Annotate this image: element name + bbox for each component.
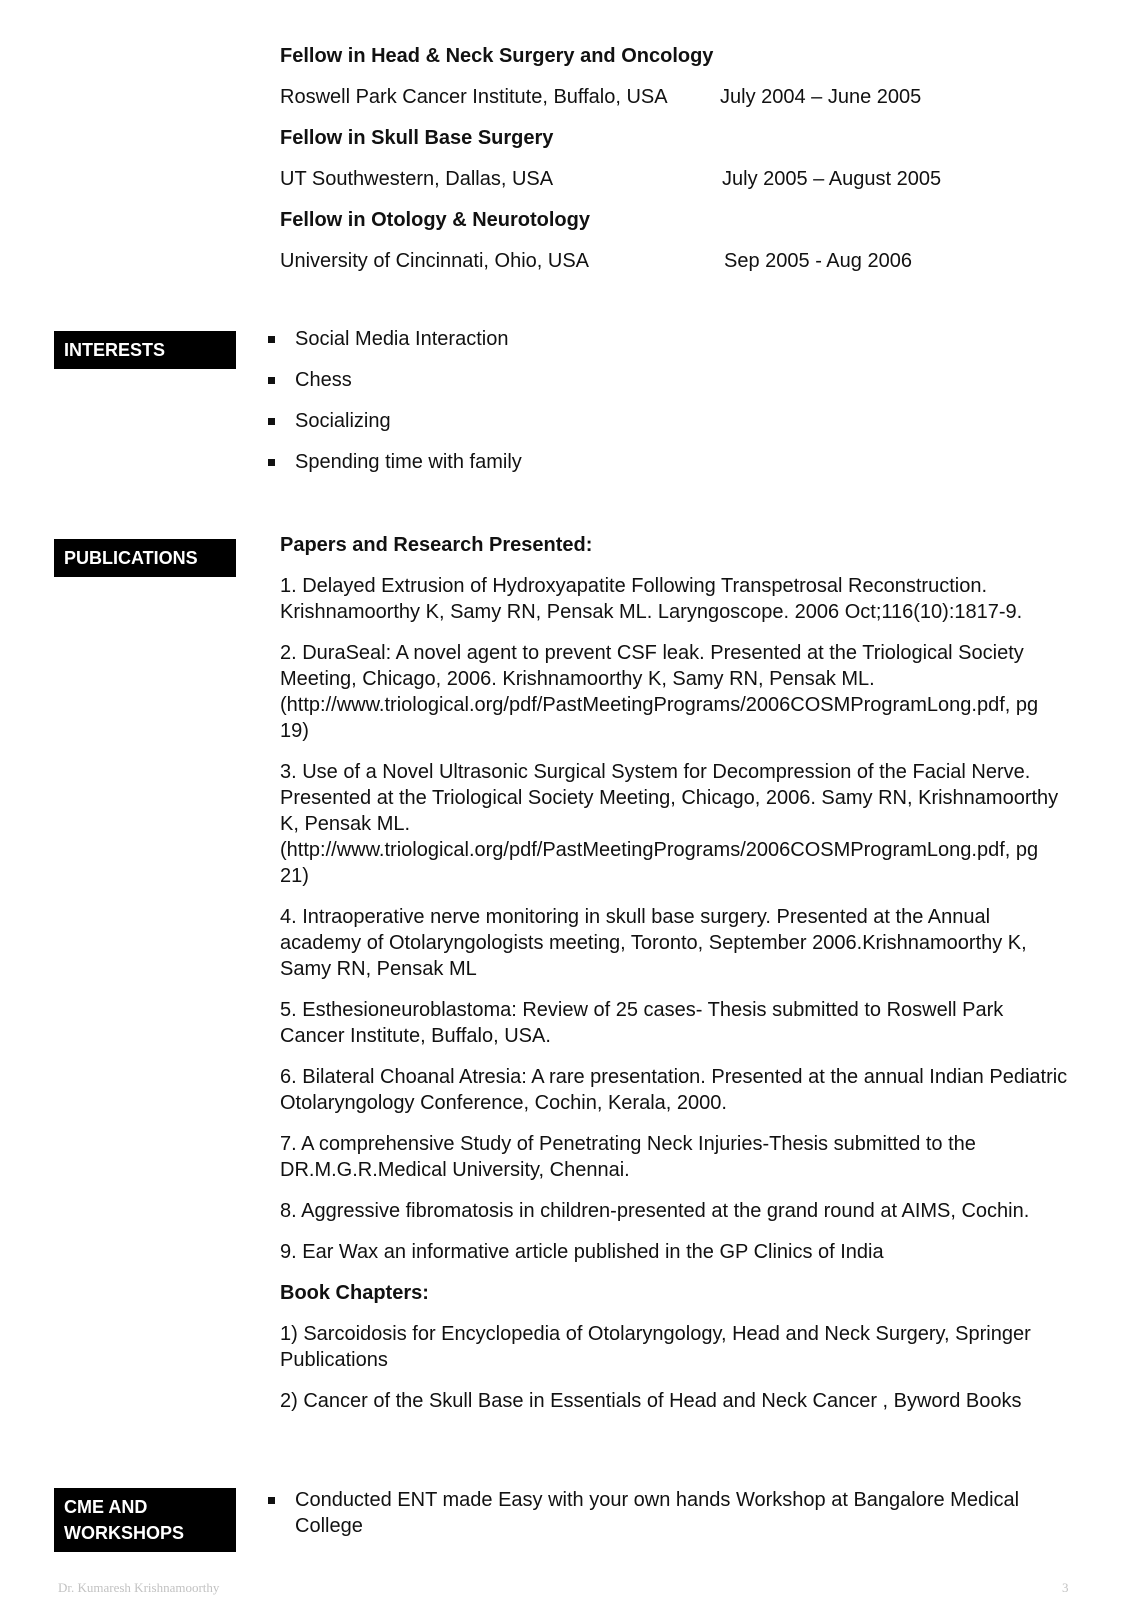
fellowship-row — [280, 166, 1070, 207]
bullet-square-icon — [268, 1497, 275, 1504]
bullet-square-icon — [268, 418, 275, 425]
fellowship-row — [280, 84, 1070, 125]
publications-section — [280, 532, 1070, 1429]
interests-section — [280, 326, 1070, 490]
footer-page-number: 3 — [1062, 1580, 1069, 1595]
fellowship-title: Fellow in Head & Neck Surgery and Oncology — [280, 45, 714, 67]
publication-entry: 9. Ear Wax an informative article published in the GP Clinics of India — [280, 1241, 884, 1263]
list-item — [280, 367, 1070, 393]
list-item-text: Socializing — [295, 410, 391, 432]
bullet-square-icon — [268, 377, 275, 384]
publication-entry: 2. DuraSeal: A novel agent to prevent CSF leak. Presented at the Triological Society Meeting, Chicago, 2006. Krishnamoorthy K, Samy RN, Pensak ML. (http://www.triological.org/pdf/PastMeetingPrograms/2006COSMProgramLong.pdf, pg 19) — [280, 642, 1039, 742]
cme-label-line: CME AND — [64, 1497, 148, 1517]
fellowship-row — [280, 248, 1070, 289]
interests-section-label: INTERESTS — [54, 331, 236, 369]
fellowship-institution: Roswell Park Cancer Institute, Buffalo, USA — [280, 86, 668, 108]
chapter-entry: 2) Cancer of the Skull Base in Essentials of Head and Neck Cancer , Byword Books — [280, 1390, 1022, 1412]
cme-section-label — [54, 1488, 236, 1552]
list-item-text: Conducted ENT made Easy with your own hands Workshop at Bangalore Medical College — [295, 1489, 1020, 1537]
chapter-entry: 1) Sarcoidosis for Encyclopedia of Otolaryngology, Head and Neck Surgery, Springer Publications — [280, 1323, 1031, 1371]
list-item — [280, 449, 1070, 475]
cme-list — [280, 1487, 1070, 1539]
bullet-square-icon — [268, 459, 275, 466]
fellowships-section — [280, 43, 1070, 289]
list-item — [280, 326, 1070, 352]
papers-heading: Papers and Research Presented: — [280, 534, 593, 556]
fellowship-title: Fellow in Otology & Neurotology — [280, 209, 590, 231]
fellowship-dates: July 2004 – June 2005 — [720, 86, 922, 108]
cme-section — [280, 1487, 1070, 1554]
list-item-text: Social Media Interaction — [295, 328, 509, 350]
publications-section-label: PUBLICATIONS — [54, 539, 236, 577]
book-chapters-heading: Book Chapters: — [280, 1282, 429, 1304]
bullet-square-icon — [268, 336, 275, 343]
fellowship-institution: University of Cincinnati, Ohio, USA — [280, 250, 590, 272]
fellowship-dates: July 2005 – August 2005 — [722, 168, 942, 190]
footer-author: Dr. Kumaresh Krishnamoorthy — [58, 1580, 220, 1595]
list-item-text: Spending time with family — [295, 451, 522, 473]
publication-entry: 5. Esthesioneuroblastoma: Review of 25 cases- Thesis submitted to Roswell Park Cancer Institute, Buffalo, USA. — [280, 999, 1004, 1047]
fellowship-title: Fellow in Skull Base Surgery — [280, 127, 554, 149]
fellowship-institution: UT Southwestern, Dallas, USA — [280, 168, 554, 190]
cme-label-line: WORKSHOPS — [64, 1523, 185, 1543]
fellowship-dates: Sep 2005 - Aug 2006 — [724, 250, 912, 272]
publication-entry: 4. Intraoperative nerve monitoring in skull base surgery. Presented at the Annual academy of Otolaryngologists meeting, Toronto, September 2006.Krishnamoorthy K, Samy RN, Pensak ML — [280, 906, 1027, 980]
interests-list — [280, 326, 1070, 475]
list-item-text: Chess — [295, 369, 352, 391]
publication-entry: 7. A comprehensive Study of Penetrating Neck Injuries-Thesis submitted to the DR.M.G.R.Medical University, Chennai. — [280, 1133, 976, 1181]
list-item — [280, 1487, 1070, 1539]
publication-entry: 8. Aggressive fibromatosis in children-presented at the grand round at AIMS, Cochin. — [280, 1200, 1030, 1222]
publication-entry: 3. Use of a Novel Ultrasonic Surgical System for Decompression of the Facial Nerve. Presented at the Triological Society Meeting, Chicago, 2006. Samy RN, Krishnamoorthy K, Pensak ML. (http://www.triological.org/pdf/PastMeetingPrograms/2006COSMProgramLong.pdf, pg 21) — [280, 761, 1059, 887]
publication-entry: 1. Delayed Extrusion of Hydroxyapatite Following Transpetrosal Reconstruction. Krishnamoorthy K, Samy RN, Pensak ML. Laryngoscope. 2006 Oct;116(10):1817-9. — [280, 575, 1023, 623]
list-item — [280, 408, 1070, 434]
publication-entry: 6. Bilateral Choanal Atresia: A rare presentation. Presented at the annual Indian Pediatric Otolaryngology Conference, Cochin, Kerala, 2000. — [280, 1066, 1068, 1114]
